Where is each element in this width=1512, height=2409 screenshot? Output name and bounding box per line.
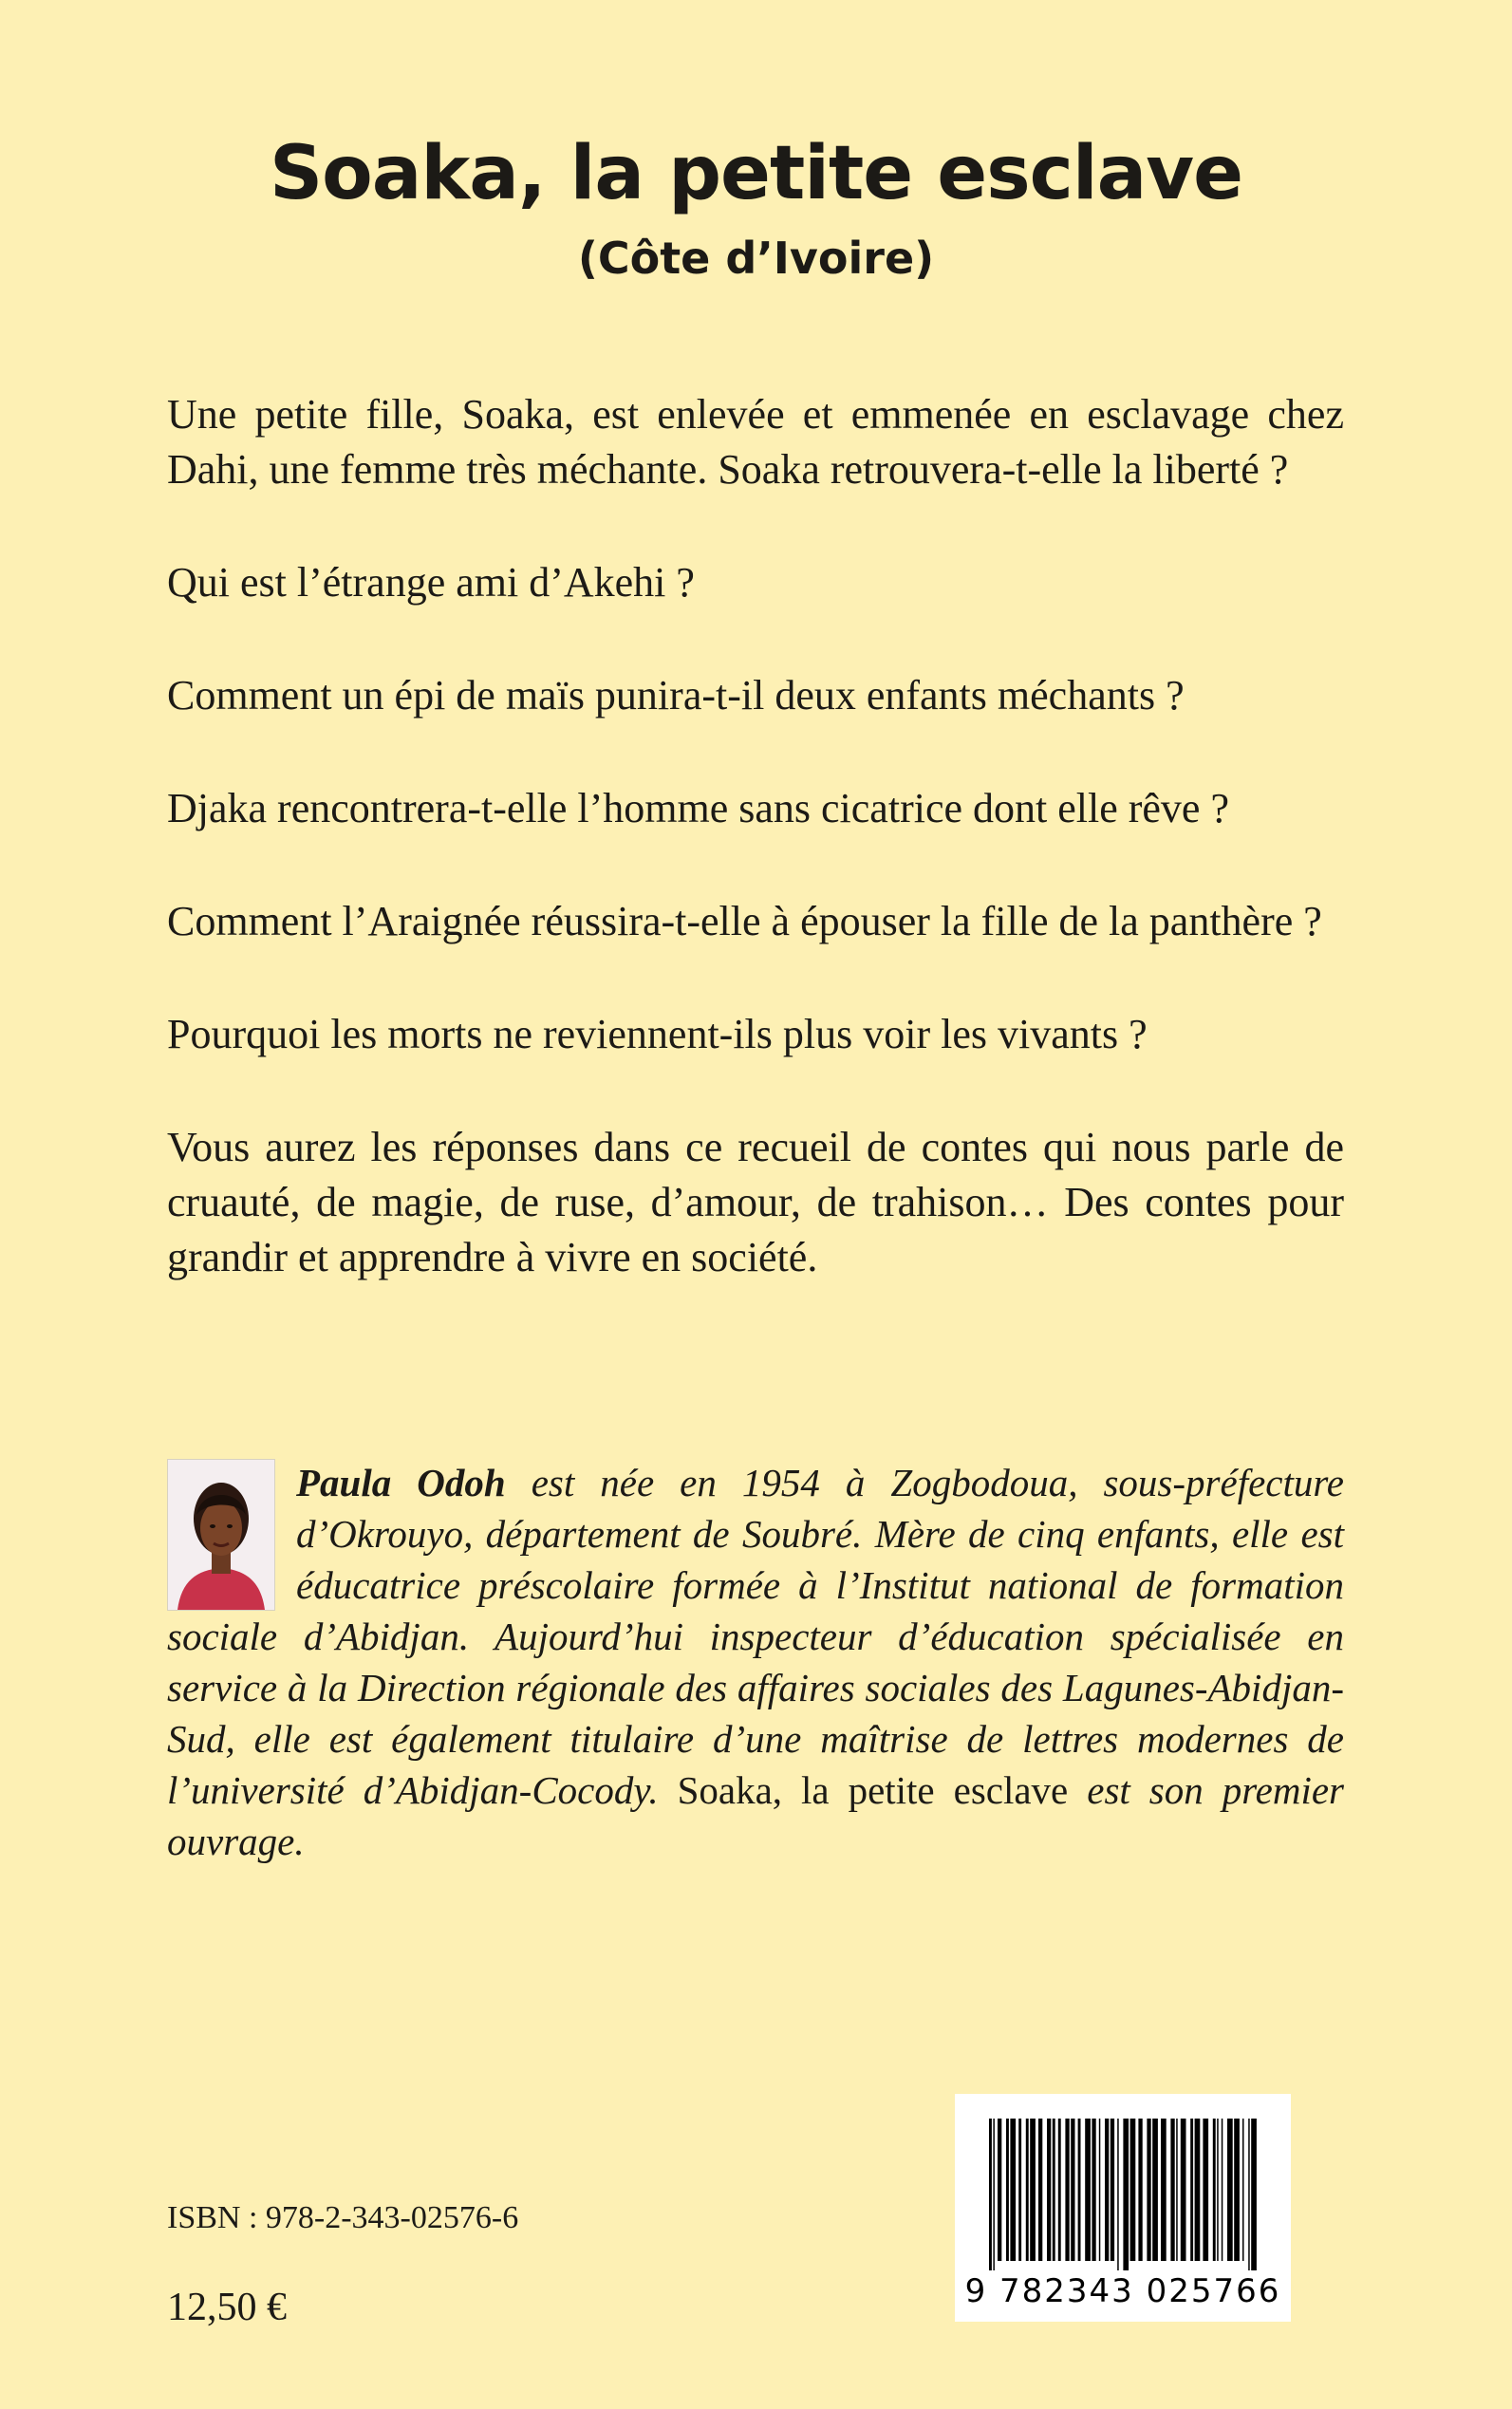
blurb-paragraph-3: Comment un épi de maïs punira-t-il deux enfants méchants ? <box>167 672 1185 719</box>
barcode-bar <box>1130 2119 1136 2261</box>
barcode-bar <box>1181 2119 1186 2261</box>
author-bio-text-2: est son premier ouvrage. <box>167 1768 1344 1863</box>
barcode-bar <box>1161 2119 1167 2261</box>
barcode-bar <box>1010 2119 1016 2261</box>
barcode-bar <box>1047 2119 1051 2261</box>
barcode-bar <box>1006 2119 1009 2261</box>
blurb-paragraph-5: Comment l’Araignée réussira-t-elle à épouser la fille de la panthère ? <box>167 898 1322 944</box>
barcode-bar <box>1099 2119 1101 2261</box>
barcode-bar <box>1222 2119 1223 2261</box>
barcode-bar <box>1227 2119 1233 2261</box>
barcode-bar <box>1065 2119 1069 2261</box>
barcode-bar <box>1058 2119 1061 2261</box>
barcode-bar <box>1213 2119 1216 2261</box>
barcode-bar <box>1030 2119 1036 2261</box>
barcode-bar <box>1111 2119 1114 2261</box>
barcode <box>955 2094 1291 2322</box>
barcode-bar <box>1170 2119 1174 2261</box>
author-photo <box>167 1459 275 1611</box>
barcode-bar <box>1248 2119 1250 2270</box>
barcode-bar <box>1053 2119 1055 2261</box>
barcode-bar <box>1138 2119 1142 2261</box>
barcode-bar <box>1092 2119 1095 2261</box>
barcode-bar <box>1242 2119 1244 2261</box>
book-title: Soaka, la petite esclave <box>269 131 1242 216</box>
barcode-bar <box>1105 2119 1109 2261</box>
barcode-bar <box>1234 2119 1240 2261</box>
blurb-paragraph-1: Une petite fille, Soaka, est enlevée et emmenée en esclavage chez Dahi, une femme très méchante. Soaka retrouvera-t-elle la liberté ? <box>167 391 1344 493</box>
barcode-bar <box>989 2119 992 2270</box>
blurb-paragraph-4: Djaka rencontrera-t-elle l’homme sans cicatrice dont elle rêve ? <box>167 785 1229 831</box>
barcode-bar <box>1078 2119 1081 2261</box>
barcode-bar <box>1026 2119 1029 2261</box>
barcode-bar <box>1147 2119 1150 2261</box>
price: 12,50 € <box>167 2286 287 2329</box>
barcode-bar <box>1176 2119 1178 2261</box>
barcode-bar <box>1152 2119 1158 2261</box>
author-name: Paula Odoh <box>296 1461 506 1504</box>
blurb-paragraph-2: Qui est l’étrange ami d’Akehi ? <box>167 559 695 606</box>
barcode-bar <box>993 2119 995 2270</box>
isbn-number: ISBN : 978-2-343-02576-6 <box>167 2200 519 2235</box>
author-book-title: Soaka, la petite esclave <box>677 1768 1069 1812</box>
barcode-bar <box>1251 2119 1257 2270</box>
blurb-paragraph-6: Pourquoi les morts ne reviennent-ils plus voir les vivants ? <box>167 1011 1148 1057</box>
author-bio-text-1: est née en 1954 à Zogbodoua, sous-préfecture d’Okrouyo, département de Soubré. Mère de cinq enfants, elle est éducatrice préscolaire formée à l’Institut national de formation sociale d’Abidjan. Aujourd’hui inspecteur d’éducation spécialisée en service à la Direction régionale des affaires sociales des Lagunes-Abidjan-Sud, elle est également titulaire d’une maîtrise de lettres modernes de l’université d’Abidjan-Cocody. <box>167 1461 1344 1812</box>
barcode-bar <box>1018 2119 1021 2261</box>
barcode-bar <box>1217 2119 1219 2261</box>
barcode-bar <box>1071 2119 1074 2261</box>
barcode-digits: 9 782343 025766 <box>964 2272 1281 2310</box>
blurb-paragraph-7: Vous aurez les réponses dans ce recueil de contes qui nous parle de cruauté, de magie, de ruse, d’amour, de trahison… Des contes pour grandir et apprendre à vivre en société. <box>167 1124 1344 1280</box>
barcode-bar <box>1190 2119 1193 2261</box>
author-bio <box>167 1457 1344 1867</box>
barcode-bar <box>1117 2119 1119 2270</box>
barcode-bar <box>1123 2119 1129 2270</box>
blurb <box>167 387 1344 1343</box>
barcode-bar <box>998 2119 1001 2261</box>
book-subtitle: (Côte d’Ivoire) <box>577 233 935 284</box>
barcode-bar <box>1195 2119 1201 2261</box>
barcode-bar <box>1085 2119 1091 2261</box>
barcode-bar <box>1038 2119 1042 2261</box>
barcode-bar <box>1203 2119 1208 2261</box>
